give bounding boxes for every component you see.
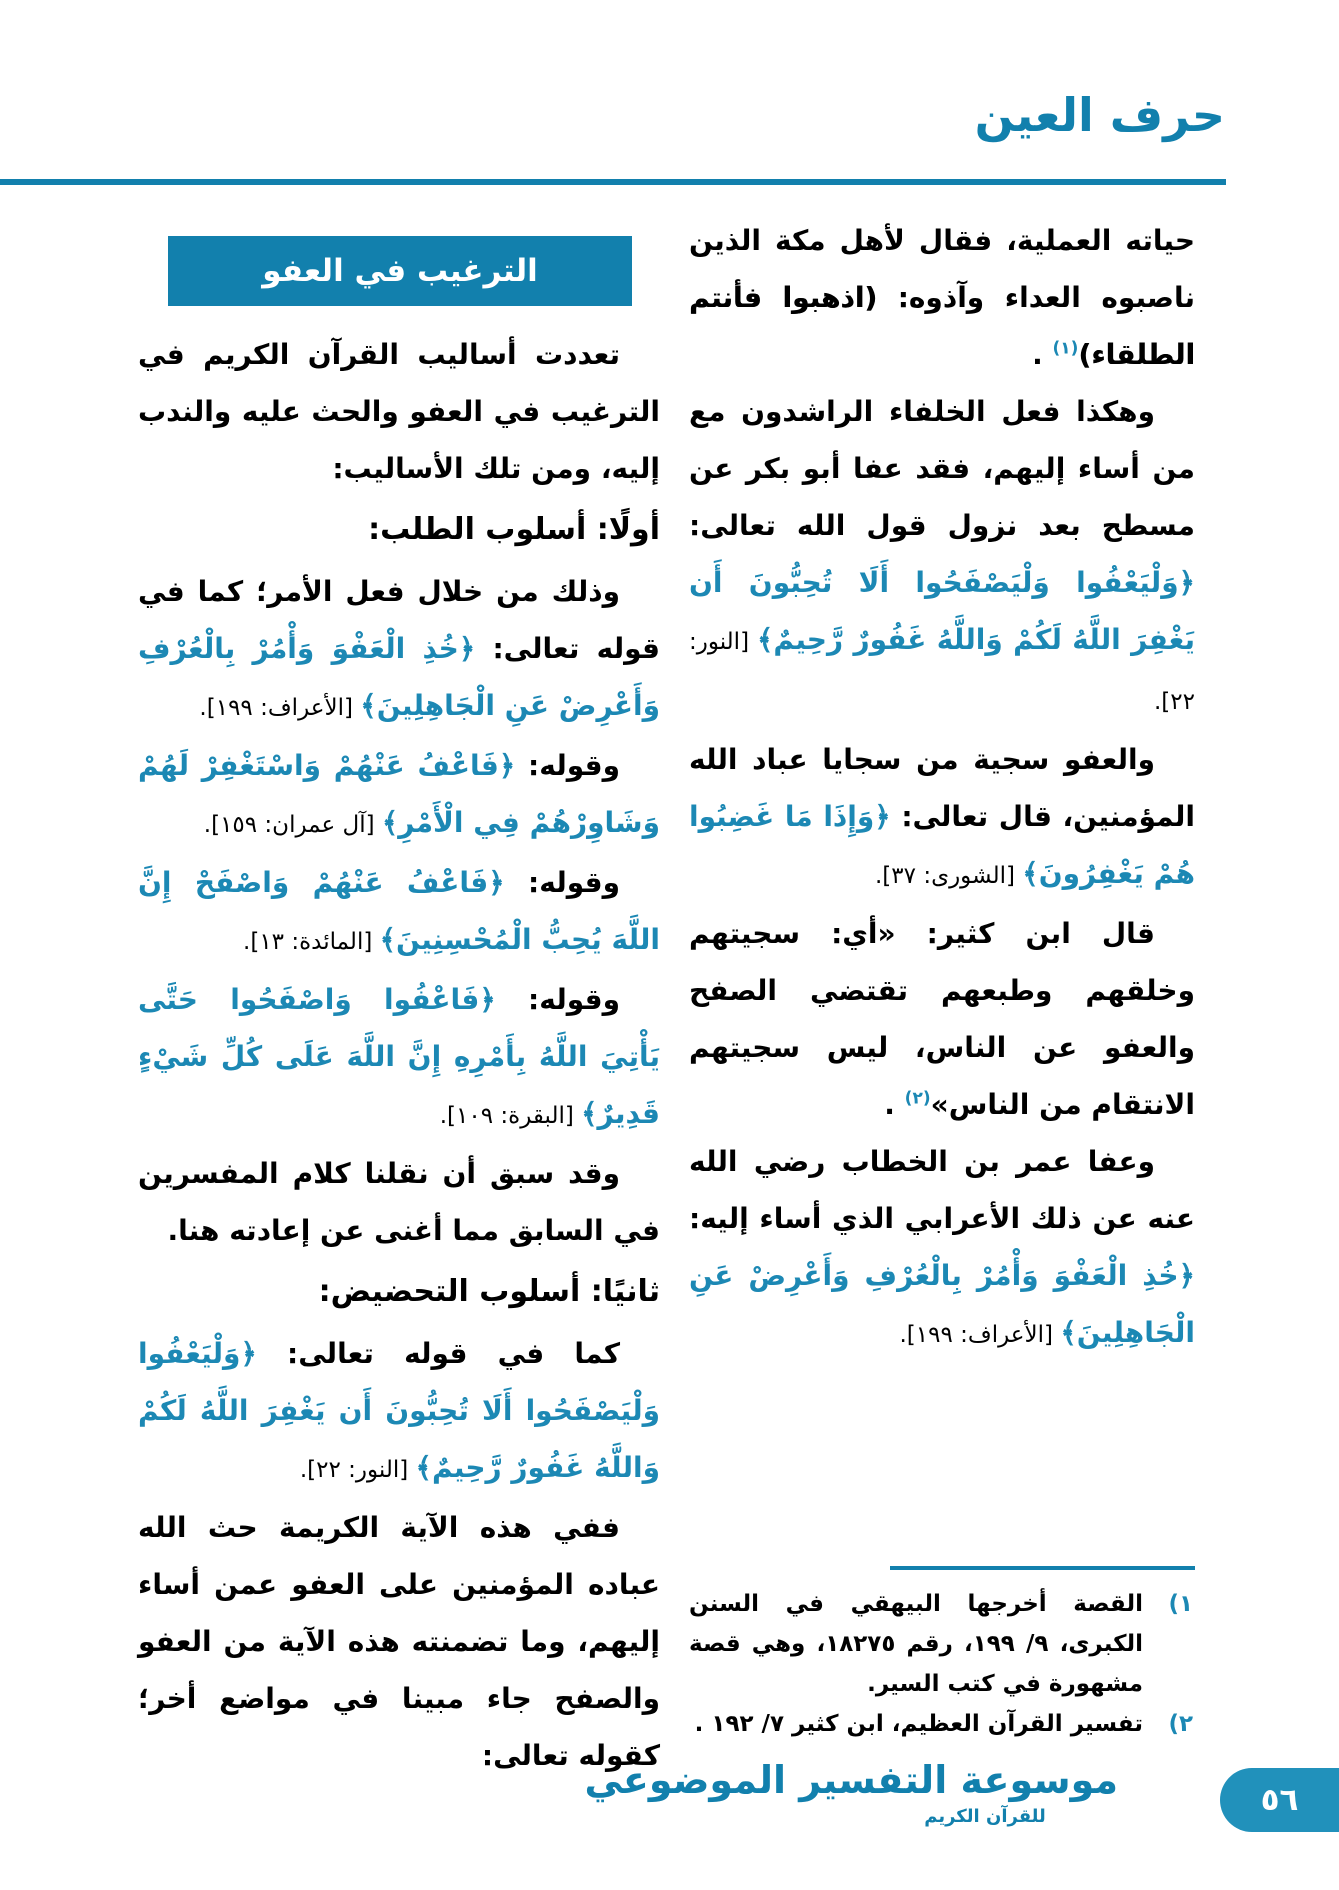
paragraph — [138, 737, 660, 854]
quran-verse: ﴿خُذِ الْعَفْوَ وَأْمُرْ بِالْعُرْفِ وَأَعْرِضْ عَنِ الْجَاهِلِينَ﴾ — [138, 632, 660, 722]
verse-reference: [البقرة: ١٠٩]. — [439, 1103, 582, 1129]
paragraph — [689, 731, 1195, 905]
body-text: والعفو سجية من سجايا عباد الله المؤمنين، قال تعالى: — [689, 743, 1195, 833]
section-heading — [138, 1259, 660, 1325]
section-title-box — [168, 236, 632, 306]
header-rule — [0, 179, 1226, 185]
footnote-item — [689, 1584, 1195, 1704]
footnote-text: القصة أخرجها البيهقي في السنن الكبرى، ٩/ ١٩٩، رقم ١٨٢٧٥، وهي قصة مشهورة في كتب السير. — [689, 1591, 1143, 1697]
body-text: وقوله: — [515, 749, 620, 782]
paragraph — [138, 971, 660, 1145]
paragraph — [138, 563, 660, 737]
paragraph — [689, 212, 1195, 383]
footnote-ref: (٢) — [904, 1088, 931, 1109]
body-text: وقوله: — [504, 866, 621, 899]
body-text: وقد سبق أن نقلنا كلام المفسرين في السابق مما أغنى عن إعادته هنا. — [138, 1157, 660, 1247]
footnote-number: ٢) — [1168, 1711, 1193, 1737]
verse-reference: [الأعراف: ١٩٩]. — [199, 695, 361, 721]
body-text: وقوله: — [495, 983, 620, 1016]
page-number: ٥٦ — [1260, 1782, 1299, 1818]
column-right — [689, 212, 1195, 1364]
footnotes-block — [689, 1566, 1195, 1744]
paragraph — [138, 1499, 660, 1784]
body-text: وذلك من خلال فعل الأمر؛ كما في قوله تعالى: — [138, 575, 660, 665]
footnote-list — [689, 1584, 1195, 1744]
verse-reference: [آل عمران: ١٥٩]. — [203, 812, 382, 838]
body-text: وعفا عمر بن الخطاب رضي الله عنه عن ذلك الأعرابي الذي أساء إليه: — [689, 1145, 1195, 1235]
verse-reference: [النور: ٢٢]. — [299, 1457, 416, 1483]
body-text: ففي هذه الآية الكريمة حث الله عباده المؤمنين على العفو عمن أساء إليهم، وما تضمنته هذه الآية من العفو والصفح جاء مبينا في مواضع أخر؛ كقوله تعالى: — [138, 1511, 660, 1772]
quran-verse: ﴿فَاعْفُ عَنْهُمْ وَاسْتَغْفِرْ لَهُمْ وَشَاوِرْهُمْ فِي الْأَمْرِ﴾ — [138, 749, 660, 839]
verse-reference: [الشورى: ٣٧]. — [875, 863, 1023, 889]
footnote-number: ١) — [1168, 1591, 1193, 1617]
body-text: قال ابن كثير: «أي: سجيتهم وخلقهم وطبعهم تقتضي الصفح والعفو عن الناس، ليس سجيتهم الانتقام من الناس» — [689, 917, 1195, 1121]
footnote-separator — [890, 1566, 1195, 1570]
body-text: تعددت أساليب القرآن الكريم في الترغيب في العفو والحث عليه والندب إليه، ومن تلك الأساليب: — [138, 338, 660, 485]
body-text: . — [1032, 338, 1053, 371]
paragraph — [689, 1133, 1195, 1364]
publisher-logo-subtitle: للقرآن الكريم — [924, 1805, 1046, 1827]
verse-reference: [المائدة: ١٣]. — [243, 929, 380, 955]
body-text: أولًا: أسلوب الطلب: — [368, 512, 660, 547]
page-number-badge — [1220, 1768, 1339, 1832]
emphasized-quote: (اذهبوا فأنتم الطلقاء) — [689, 281, 1195, 371]
verse-reference: [النور: ٢٢]. — [689, 629, 1195, 715]
quran-verse: ﴿وَلْيَعْفُوا وَلْيَصْفَحُوا أَلَا تُحِبُّونَ أَن يَغْفِرَ اللَّهُ لَكُمْ وَاللَّهُ غَفُورٌ رَّحِيمٌ﴾ — [689, 566, 1195, 656]
paragraph — [138, 1145, 660, 1259]
body-text: . — [884, 1088, 905, 1121]
publisher-logo — [584, 1758, 1118, 1827]
body-text: ثانيًا: أسلوب التحضيض: — [318, 1274, 660, 1309]
quran-verse: ﴿خُذِ الْعَفْوَ وَأْمُرْ بِالْعُرْفِ وَأَعْرِضْ عَنِ الْجَاهِلِينَ﴾ — [689, 1259, 1195, 1349]
body-text: حياته العملية، فقال لأهل مكة الذين ناصبوه العداء وآذوه: — [689, 224, 1195, 314]
paragraph — [689, 383, 1195, 731]
section-title: الترغيب في العفو — [262, 253, 538, 289]
paragraph — [138, 326, 660, 497]
verse-reference: [الأعراف: ١٩٩]. — [899, 1322, 1061, 1348]
quran-verse: ﴿وَلْيَعْفُوا وَلْيَصْفَحُوا أَلَا تُحِبُّونَ أَن يَغْفِرَ اللَّهُ لَكُمْ وَاللَّهُ غَفُورٌ رَّحِيمٌ﴾ — [138, 1337, 660, 1484]
quran-verse: ﴿فَاعْفُ عَنْهُمْ وَاصْفَحْ إِنَّ اللَّهَ يُحِبُّ الْمُحْسِنِينَ﴾ — [138, 866, 660, 956]
chapter-header-calligraphy: حرف العين — [974, 88, 1225, 142]
footnote-text: تفسير القرآن العظيم، ابن كثير ٧/ ١٩٢ . — [694, 1711, 1143, 1737]
paragraph — [138, 1325, 660, 1499]
footnote-ref: (١) — [1052, 338, 1079, 359]
column-left-body — [138, 326, 660, 1784]
paragraph — [689, 905, 1195, 1133]
footnote-item — [689, 1704, 1195, 1744]
publisher-logo-title: موسوعة التفسير الموضوعي — [584, 1758, 1118, 1802]
paragraph — [138, 854, 660, 971]
body-text: كما في قوله تعالى: — [256, 1337, 620, 1370]
column-left — [138, 212, 660, 1784]
body-text: وهكذا فعل الخلفاء الراشدون مع من أساء إليهم، فقد عفا أبو بكر عن مسطح بعد نزول قول الله تعالى: — [689, 395, 1195, 542]
quran-verse: ﴿فَاعْفُوا وَاصْفَحُوا حَتَّى يَأْتِيَ اللَّهُ بِأَمْرِهِ إِنَّ اللَّهَ عَلَى كُلِّ شَيْءٍ قَدِيرٌ﴾ — [138, 983, 660, 1130]
section-heading — [138, 497, 660, 563]
quran-verse: ﴿وَإِذَا مَا غَضِبُوا هُمْ يَغْفِرُونَ﴾ — [689, 800, 1195, 890]
